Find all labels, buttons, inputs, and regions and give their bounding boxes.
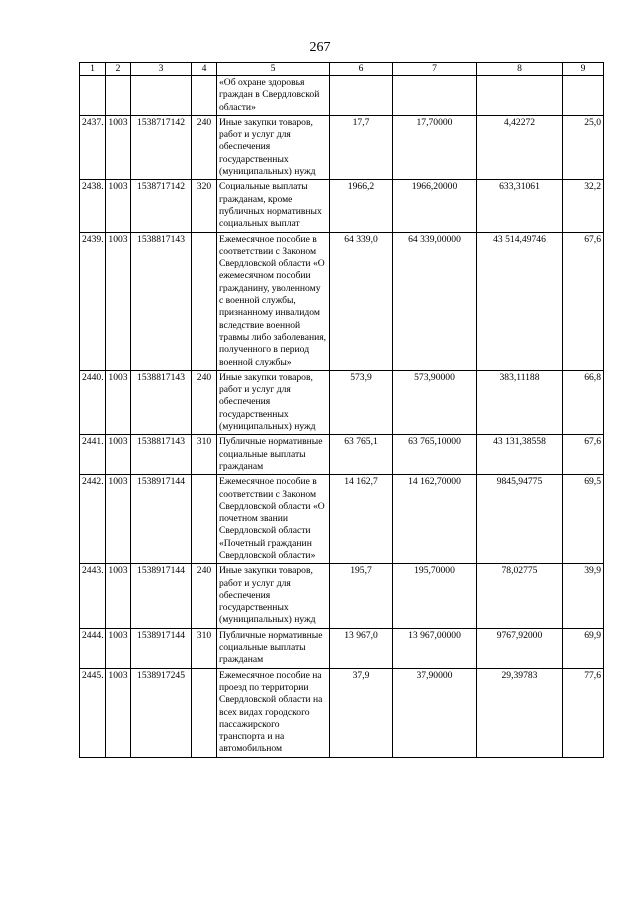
page-number: 267 (309, 40, 331, 55)
column-header-2: 2 (106, 63, 131, 76)
row-number-cell: 2442. (80, 475, 106, 564)
table-row (80, 564, 604, 628)
target-article-cell: 1538917144 (131, 475, 192, 564)
row-number-cell: 2438. (80, 180, 106, 232)
target-article-cell: 1538917144 (131, 628, 192, 668)
section-code-cell: 1003 (106, 115, 131, 179)
row-number-cell: 2445. (80, 668, 106, 757)
planned-amount-detailed-cell: 14 162,70000 (393, 475, 477, 564)
target-article-cell (131, 76, 192, 116)
table-row (80, 475, 604, 564)
section-code-cell: 1003 (106, 180, 131, 232)
column-header-4: 4 (192, 63, 217, 76)
section-code-cell: 1003 (106, 628, 131, 668)
table-row (80, 628, 604, 668)
execution-percent-cell: 67,6 (563, 232, 604, 370)
expense-type-cell (192, 76, 217, 116)
row-number-cell: 2444. (80, 628, 106, 668)
expense-type-cell: 240 (192, 115, 217, 179)
row-number-cell: 2440. (80, 370, 106, 434)
row-number-cell (80, 76, 106, 116)
section-code-cell: 1003 (106, 475, 131, 564)
planned-amount-detailed-cell: 63 765,10000 (393, 435, 477, 475)
section-code-cell: 1003 (106, 370, 131, 434)
item-name-cell: Ежемесячное пособие в соответствии с Законом Свердловской области «О почетном звании Свердловской области «Почетный гражданин Свердловской области» (217, 475, 330, 564)
target-article-cell: 1538717142 (131, 115, 192, 179)
item-name-cell: Иные закупки товаров, работ и услуг для обеспечения государственных (муниципальных) нужд (217, 564, 330, 628)
planned-amount-detailed-cell: 573,90000 (393, 370, 477, 434)
table-row (80, 180, 604, 232)
target-article-cell: 1538717142 (131, 180, 192, 232)
planned-amount-detailed-cell: 64 339,00000 (393, 232, 477, 370)
item-name-cell: Иные закупки товаров, работ и услуг для обеспечения государственных (муниципальных) нужд (217, 370, 330, 434)
expense-type-cell: 240 (192, 564, 217, 628)
header-row (80, 63, 604, 76)
execution-percent-cell (563, 76, 604, 116)
table-row (80, 76, 604, 116)
planned-amount-detailed-cell: 1966,20000 (393, 180, 477, 232)
column-header-9: 9 (563, 63, 604, 76)
budget-table (79, 62, 604, 758)
item-name-cell: Публичные нормативные социальные выплаты гражданам (217, 628, 330, 668)
target-article-cell: 1538817143 (131, 370, 192, 434)
item-name-cell: «Об охране здоровья граждан в Свердловской области» (217, 76, 330, 116)
planned-amount-detailed-cell: 17,70000 (393, 115, 477, 179)
row-number-cell: 2443. (80, 564, 106, 628)
execution-percent-cell: 32,2 (563, 180, 604, 232)
planned-amount-cell: 17,7 (330, 115, 393, 179)
expense-type-cell: 310 (192, 435, 217, 475)
executed-amount-cell: 4,42272 (477, 115, 563, 179)
executed-amount-cell: 633,31061 (477, 180, 563, 232)
row-number-cell: 2439. (80, 232, 106, 370)
expense-type-cell (192, 475, 217, 564)
item-name-cell: Ежемесячное пособие в соответствии с Законом Свердловской области «О ежемесячном пособии гражданину, уволенному с военной службы, признанному инвалидом вследствие военной травмы либо заболевания, полученного в период военной службы» (217, 232, 330, 370)
executed-amount-cell: 383,11188 (477, 370, 563, 434)
executed-amount-cell: 9845,94775 (477, 475, 563, 564)
column-header-3: 3 (131, 63, 192, 76)
item-name-cell: Социальные выплаты гражданам, кроме публичных нормативных социальных выплат (217, 180, 330, 232)
section-code-cell (106, 76, 131, 116)
planned-amount-cell: 1966,2 (330, 180, 393, 232)
column-header-5: 5 (217, 63, 330, 76)
expense-type-cell (192, 232, 217, 370)
execution-percent-cell: 66,8 (563, 370, 604, 434)
executed-amount-cell (477, 76, 563, 116)
planned-amount-detailed-cell: 13 967,00000 (393, 628, 477, 668)
target-article-cell: 1538917245 (131, 668, 192, 757)
execution-percent-cell: 25,0 (563, 115, 604, 179)
column-header-6: 6 (330, 63, 393, 76)
table-row (80, 435, 604, 475)
planned-amount-cell: 37,9 (330, 668, 393, 757)
planned-amount-detailed-cell: 195,70000 (393, 564, 477, 628)
executed-amount-cell: 78,02775 (477, 564, 563, 628)
column-header-7: 7 (393, 63, 477, 76)
planned-amount-cell: 13 967,0 (330, 628, 393, 668)
column-header-1: 1 (80, 63, 106, 76)
executed-amount-cell: 9767,92000 (477, 628, 563, 668)
table-row (80, 115, 604, 179)
section-code-cell: 1003 (106, 564, 131, 628)
item-name-cell: Публичные нормативные социальные выплаты гражданам (217, 435, 330, 475)
planned-amount-cell: 195,7 (330, 564, 393, 628)
planned-amount-detailed-cell (393, 76, 477, 116)
table-row (80, 370, 604, 434)
planned-amount-cell: 573,9 (330, 370, 393, 434)
execution-percent-cell: 77,6 (563, 668, 604, 757)
executed-amount-cell: 43 131,38558 (477, 435, 563, 475)
section-code-cell: 1003 (106, 435, 131, 475)
table-row (80, 232, 604, 370)
execution-percent-cell: 67,6 (563, 435, 604, 475)
target-article-cell: 1538917144 (131, 564, 192, 628)
expense-type-cell: 310 (192, 628, 217, 668)
row-number-cell: 2441. (80, 435, 106, 475)
table-row (80, 668, 604, 757)
execution-percent-cell: 69,9 (563, 628, 604, 668)
column-header-8: 8 (477, 63, 563, 76)
planned-amount-cell: 64 339,0 (330, 232, 393, 370)
target-article-cell: 1538817143 (131, 232, 192, 370)
execution-percent-cell: 39,9 (563, 564, 604, 628)
target-article-cell: 1538817143 (131, 435, 192, 475)
row-number-cell: 2437. (80, 115, 106, 179)
section-code-cell: 1003 (106, 668, 131, 757)
planned-amount-cell: 63 765,1 (330, 435, 393, 475)
expense-type-cell (192, 668, 217, 757)
planned-amount-detailed-cell: 37,90000 (393, 668, 477, 757)
section-code-cell: 1003 (106, 232, 131, 370)
item-name-cell: Иные закупки товаров, работ и услуг для обеспечения государственных (муниципальных) нужд (217, 115, 330, 179)
planned-amount-cell: 14 162,7 (330, 475, 393, 564)
expense-type-cell: 320 (192, 180, 217, 232)
executed-amount-cell: 43 514,49746 (477, 232, 563, 370)
planned-amount-cell (330, 76, 393, 116)
item-name-cell: Ежемесячное пособие на проезд по территории Свердловской области на всех видах городского пассажирского транспорта и на автомобильном (217, 668, 330, 757)
execution-percent-cell: 69,5 (563, 475, 604, 564)
executed-amount-cell: 29,39783 (477, 668, 563, 757)
expense-type-cell: 240 (192, 370, 217, 434)
